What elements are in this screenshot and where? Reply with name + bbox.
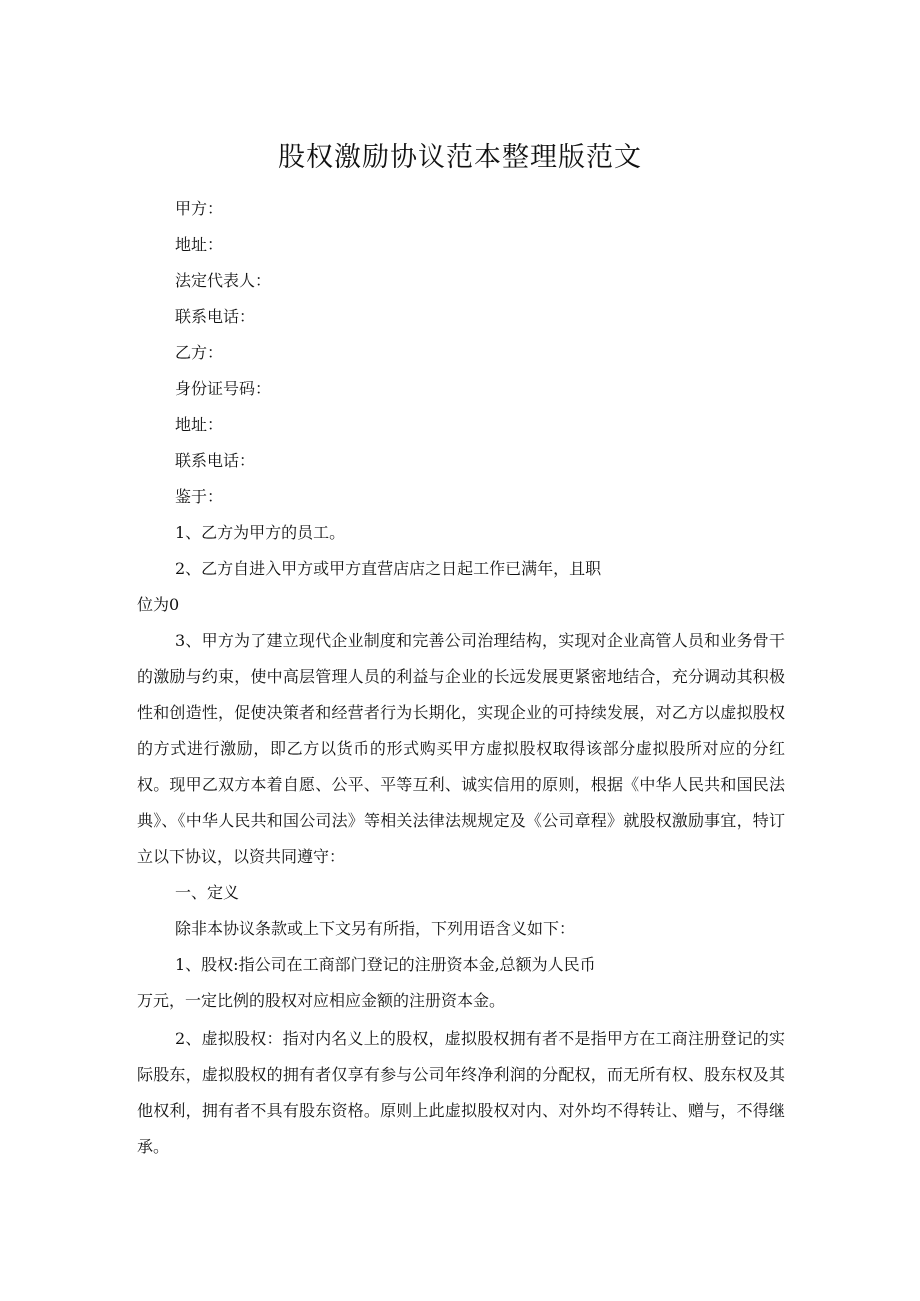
- party-b-label: 乙方：: [175, 343, 224, 362]
- section-1-intro: 除非本协议条款或上下文另有所指，下列用语含义如下：: [175, 919, 576, 938]
- definition-1-line-2: 万元，一定比例的股权对应相应金额的注册资本金。: [137, 991, 506, 1010]
- party-a-legal-rep: 法定代表人：: [175, 271, 272, 290]
- document-title: 股权激励协议范本整理版范文: [278, 142, 642, 173]
- party-a-address: 地址：: [175, 235, 224, 254]
- party-b-id-number: 身份证号码：: [175, 379, 272, 398]
- whereas-item-2-line-2: 位为0: [137, 595, 180, 614]
- definition-1-line-1: 1、股权:指公司在工商部门登记的注册资本金,总额为人民币: [175, 955, 596, 974]
- definition-2: 2、虚拟股权：指对内名义上的股权，虚拟股权拥有者不是指甲方在工商注册登记的实际股东，虚拟股权的拥有者仅享有参与公司年终净利润的分配权，而无所有权、股东权及其他权利，拥有者不具有股东资格。原则上此虚拟股权对内、对外均不得转让、赠与，不得继承。: [137, 1029, 785, 1156]
- whereas-label: 鉴于：: [175, 487, 224, 506]
- whereas-item-2-line-1: 2、乙方自进入甲方或甲方直营店店之日起工作已满年，且职: [175, 559, 602, 578]
- party-a-phone: 联系电话：: [175, 307, 256, 326]
- whereas-item-1: 1、乙方为甲方的员工。: [175, 523, 346, 542]
- party-b-address: 地址：: [175, 415, 224, 434]
- whereas-item-3: 3、甲方为了建立现代企业制度和完善公司治理结构，实现对企业高管人员和业务骨干的激励与约束，使中高层管理人员的利益与企业的长远发展更紧密地结合，充分调动其积极性和创造性，促使决策者和经营者行为长期化，实现企业的可持续发展，对乙方以虚拟股权的方式进行激励，即乙方以货币的形式购买甲方虚拟股权取得该部分虚拟股所对应的分红权。现甲乙双方本着自愿、公平、平等互利、诚实信用的原则，根据《中华人民共和国民法典》、《中华人民共和国公司法》等相关法律法规规定及《公司章程》就股权激励事宜，特订立以下协议，以资共同遵守：: [137, 631, 785, 866]
- section-1-heading: 一、定义: [175, 883, 240, 902]
- party-b-phone: 联系电话：: [175, 451, 256, 470]
- party-a-label: 甲方：: [175, 199, 224, 218]
